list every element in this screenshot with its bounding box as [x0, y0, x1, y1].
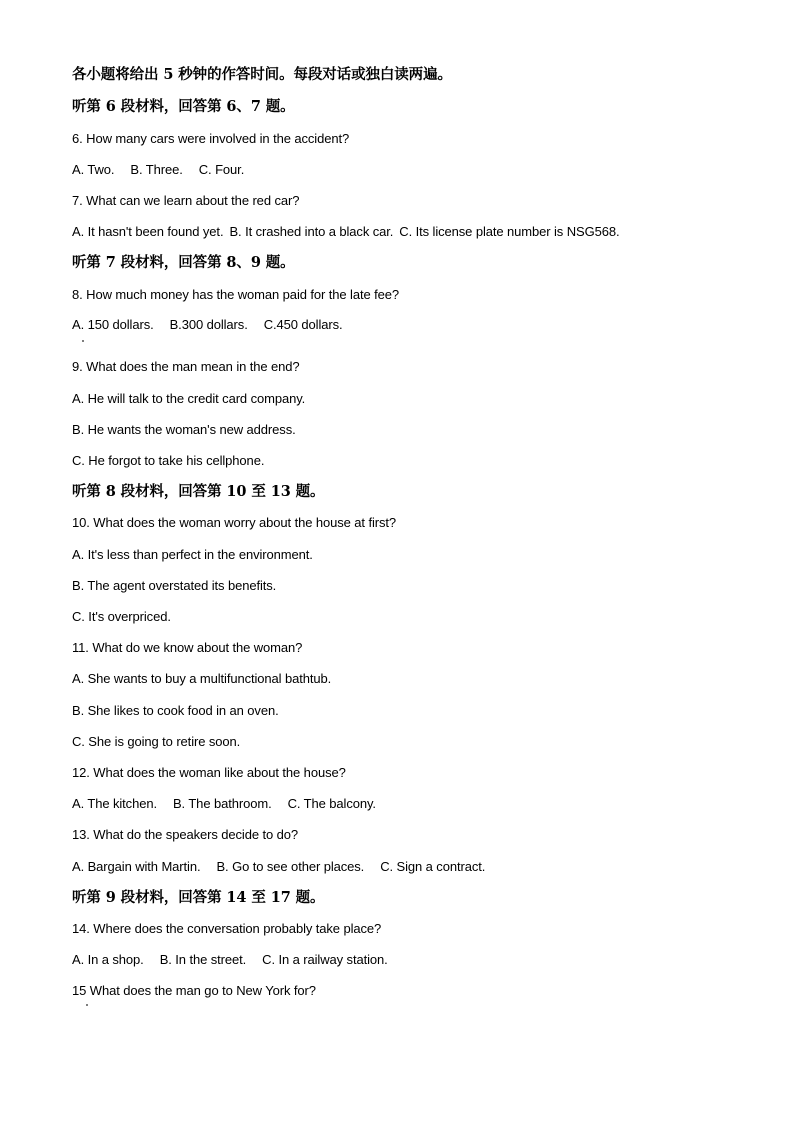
options-q7: [72, 224, 620, 240]
option-q11-a: A. She wants to buy a multifunctional bathtub.: [72, 671, 332, 686]
section-header-7: 听第 7 段材料，回答第 8、9 题。: [72, 254, 295, 271]
options-q13: [72, 859, 485, 875]
question-15: 15 What does the man go to New York for?: [72, 983, 316, 998]
option-c: C. Four.: [198, 162, 245, 177]
option-a: A. 150 dollars.: [72, 317, 154, 332]
section-header-6: 听第 6 段材料，回答第 6、7 题。: [72, 98, 295, 115]
question-12: 12. What does the woman like about the house?: [72, 765, 346, 780]
option-b: B.300 dollars.: [169, 317, 248, 332]
option-q10-b: B. The agent overstated its benefits.: [72, 578, 277, 593]
option-q9-c: C. He forgot to take his cellphone.: [72, 453, 265, 468]
stray-dot: [82, 340, 84, 342]
option-c: C. Its license plate number is NSG568.: [399, 224, 620, 239]
option-q9-a: A. He will talk to the credit card company.: [72, 391, 306, 406]
option-c: C. Sign a contract.: [380, 859, 486, 874]
options-q14: [72, 952, 388, 968]
option-a: A. In a shop.: [72, 952, 144, 967]
option-a: A. The kitchen.: [72, 796, 157, 811]
option-a: A. It hasn't been found yet.: [72, 224, 224, 239]
option-b: B. It crashed into a black car.: [229, 224, 394, 239]
option-a: A. Bargain with Martin.: [72, 859, 201, 874]
stray-dot: [86, 1004, 88, 1006]
option-b: B. In the street.: [159, 952, 247, 967]
option-b: B. Go to see other places.: [216, 859, 365, 874]
options-q8: [72, 317, 343, 333]
option-b: B. Three.: [130, 162, 183, 177]
option-q10-a: A. It's less than perfect in the environment.: [72, 547, 313, 562]
question-8: 8. How much money has the woman paid for the late fee?: [72, 287, 400, 302]
options-q6: [72, 162, 244, 178]
option-c: C.450 dollars.: [263, 317, 343, 332]
option-c: C. The balcony.: [287, 796, 376, 811]
section-header-9: 听第 9 段材料，回答第 14 至 17 题。: [72, 889, 325, 906]
question-11: 11. What do we know about the woman?: [72, 640, 303, 655]
option-b: B. The bathroom.: [172, 796, 272, 811]
question-9: 9. What does the man mean in the end?: [72, 359, 300, 374]
option-c: C. In a railway station.: [262, 952, 388, 967]
section-instruction: 各小题将给出 5 秒钟的作答时间。每段对话或独白读两遍。: [72, 66, 452, 83]
section-header-8: 听第 8 段材料，回答第 10 至 13 题。: [72, 483, 325, 500]
question-6: 6. How many cars were involved in the accident?: [72, 131, 350, 146]
question-10: 10. What does the woman worry about the house at first?: [72, 515, 397, 530]
options-q12: [72, 796, 376, 812]
option-q11-c: C. She is going to retire soon.: [72, 734, 241, 749]
option-a: A. Two.: [72, 162, 115, 177]
question-14: 14. Where does the conversation probably take place?: [72, 921, 382, 936]
option-q11-b: B. She likes to cook food in an oven.: [72, 703, 279, 718]
question-13: 13. What do the speakers decide to do?: [72, 827, 299, 842]
option-q9-b: B. He wants the woman's new address.: [72, 422, 296, 437]
option-q10-c: C. It's overpriced.: [72, 609, 171, 624]
question-7: 7. What can we learn about the red car?: [72, 193, 300, 208]
